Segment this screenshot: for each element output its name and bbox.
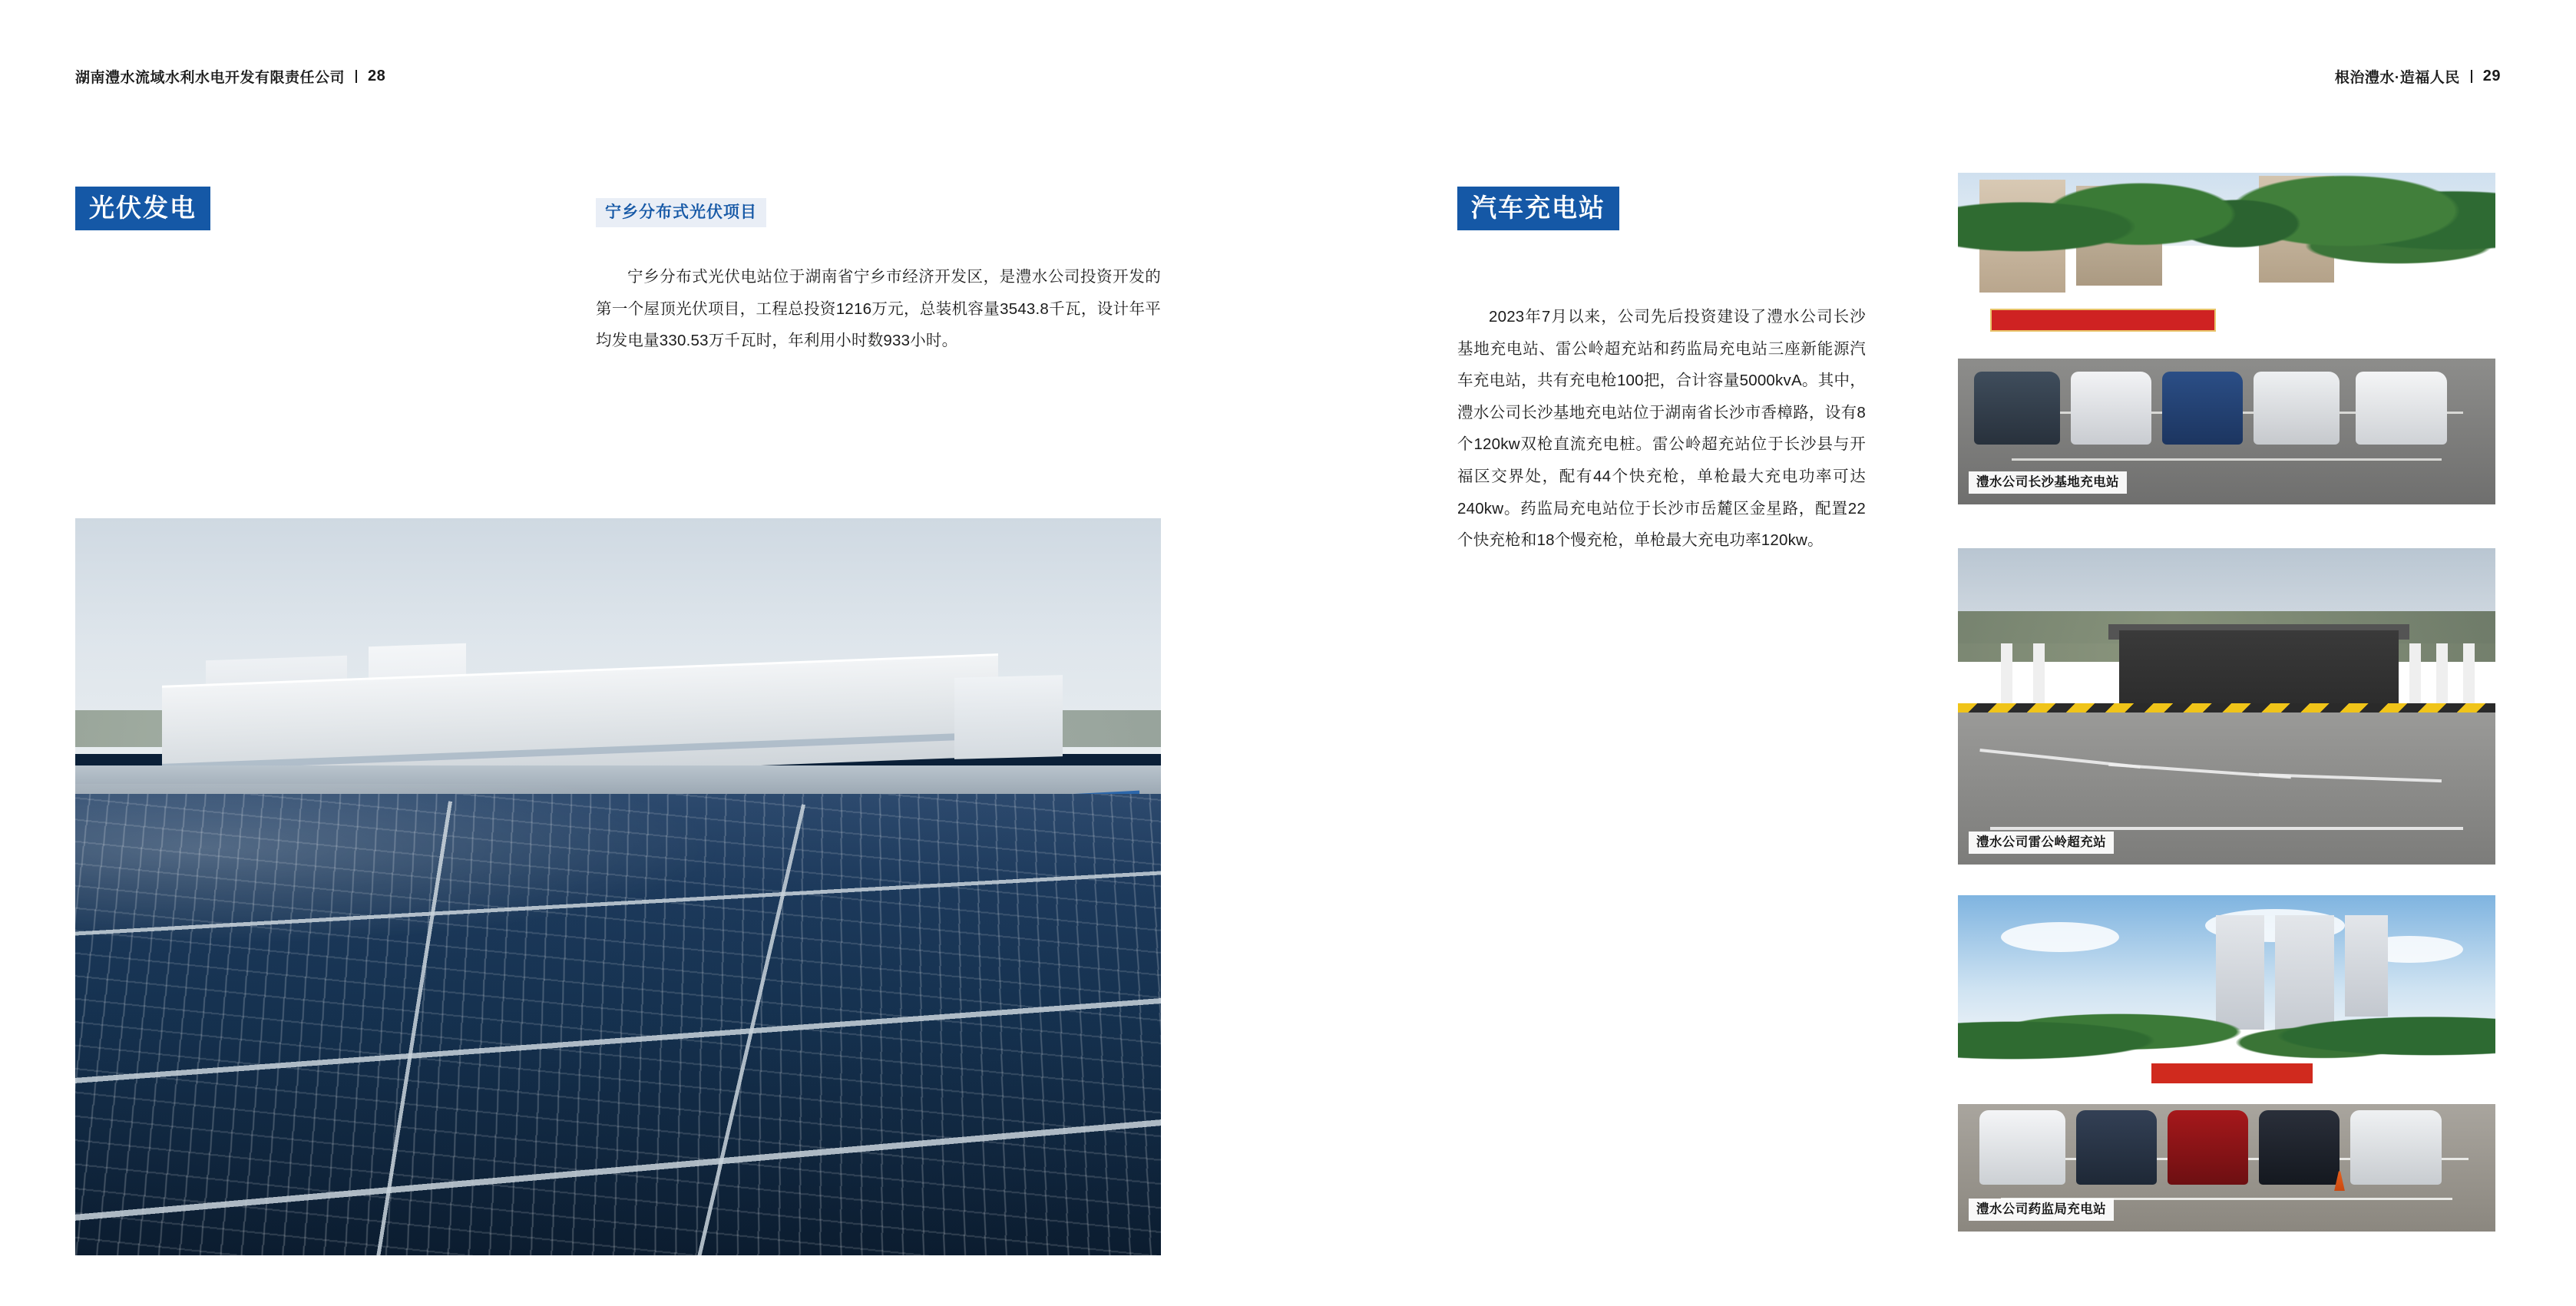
photo-car bbox=[2076, 1110, 2157, 1184]
photo-image bbox=[1958, 173, 2495, 504]
photo-car bbox=[1979, 1110, 2065, 1184]
photo-red-banner bbox=[2151, 1063, 2313, 1083]
body-text-ev-charging: 2023年7月以来，公司先后投资建设了澧水公司长沙基地充电站、雷公岭超充站和药监局充电站三座新能源汽车充电站，共有充电枪100把，合计容量5000kvA。其中，澧水公司长沙基地充电站位于湖南省长沙市香樟路，设有8个120kw双枪直流充电桩。雷公岭超充站位于长沙县与开福区交界处，配有44个快充枪，单枪最大充电功率可达240kw。药监局充电站位于长沙市岳麓区金星路，配置22个快充枪和18个慢充枪，单枪最大充电功率120kw。 bbox=[1457, 308, 1866, 550]
photo-car bbox=[2356, 372, 2447, 445]
photo-sun-glare bbox=[75, 784, 726, 946]
running-head-separator bbox=[355, 70, 357, 83]
photo-car bbox=[1974, 372, 2060, 445]
photo-card-leigongling-supercharger bbox=[1958, 548, 2495, 865]
running-head-right bbox=[2335, 66, 2501, 87]
photo-image bbox=[1958, 895, 2495, 1232]
page-number-right: 29 bbox=[2482, 68, 2501, 84]
photo-parking-line bbox=[2012, 458, 2442, 461]
sub-heading-ningxiang-project: 宁乡分布式光伏项目 bbox=[596, 198, 766, 227]
photo-image bbox=[1958, 548, 2495, 865]
photo-parking-line bbox=[1990, 827, 2463, 830]
photo-car bbox=[2350, 1110, 2442, 1184]
running-head-left bbox=[75, 66, 385, 87]
running-head-left-text: 湖南澧水流域水利水电开发有限责任公司 bbox=[75, 70, 346, 86]
body-text-photovoltaic: 宁乡分布式光伏电站位于湖南省宁乡市经济开发区，是澧水公司投资开发的第一个屋顶光伏项目，工程总投资1216万元，总装机容量3543.8千瓦，设计年平均发电量330.53万千瓦时，年利用小时数933小时。 bbox=[596, 268, 1161, 350]
photo-car bbox=[2162, 372, 2243, 445]
photo-card-changsha-base-station bbox=[1958, 173, 2495, 504]
photo-charging-canopy bbox=[2119, 630, 2399, 713]
photo-card-drug-administration-station bbox=[1958, 895, 2495, 1232]
photo-building-right bbox=[954, 676, 1063, 759]
section-title-photovoltaic: 光伏发电 bbox=[75, 187, 210, 230]
section-title-ev-charging: 汽车充电站 bbox=[1457, 187, 1619, 230]
photo-car bbox=[2259, 1110, 2340, 1184]
page-number-left: 28 bbox=[368, 68, 386, 84]
running-head-right-text: 根治澧水·造福人民 bbox=[2334, 70, 2460, 86]
photo-car bbox=[2071, 372, 2151, 445]
photo-caption: 澧水公司药监局充电站 bbox=[1969, 1199, 2114, 1222]
photo-car bbox=[2254, 372, 2340, 445]
photo-rooftop-solar-array bbox=[75, 518, 1161, 1255]
photo-red-banner bbox=[1990, 309, 2216, 332]
running-head-separator bbox=[2471, 70, 2472, 83]
photo-caption: 澧水公司雷公岭超充站 bbox=[1969, 832, 2114, 855]
photo-car bbox=[2168, 1110, 2248, 1184]
photo-caption: 澧水公司长沙基地充电站 bbox=[1969, 471, 2127, 494]
